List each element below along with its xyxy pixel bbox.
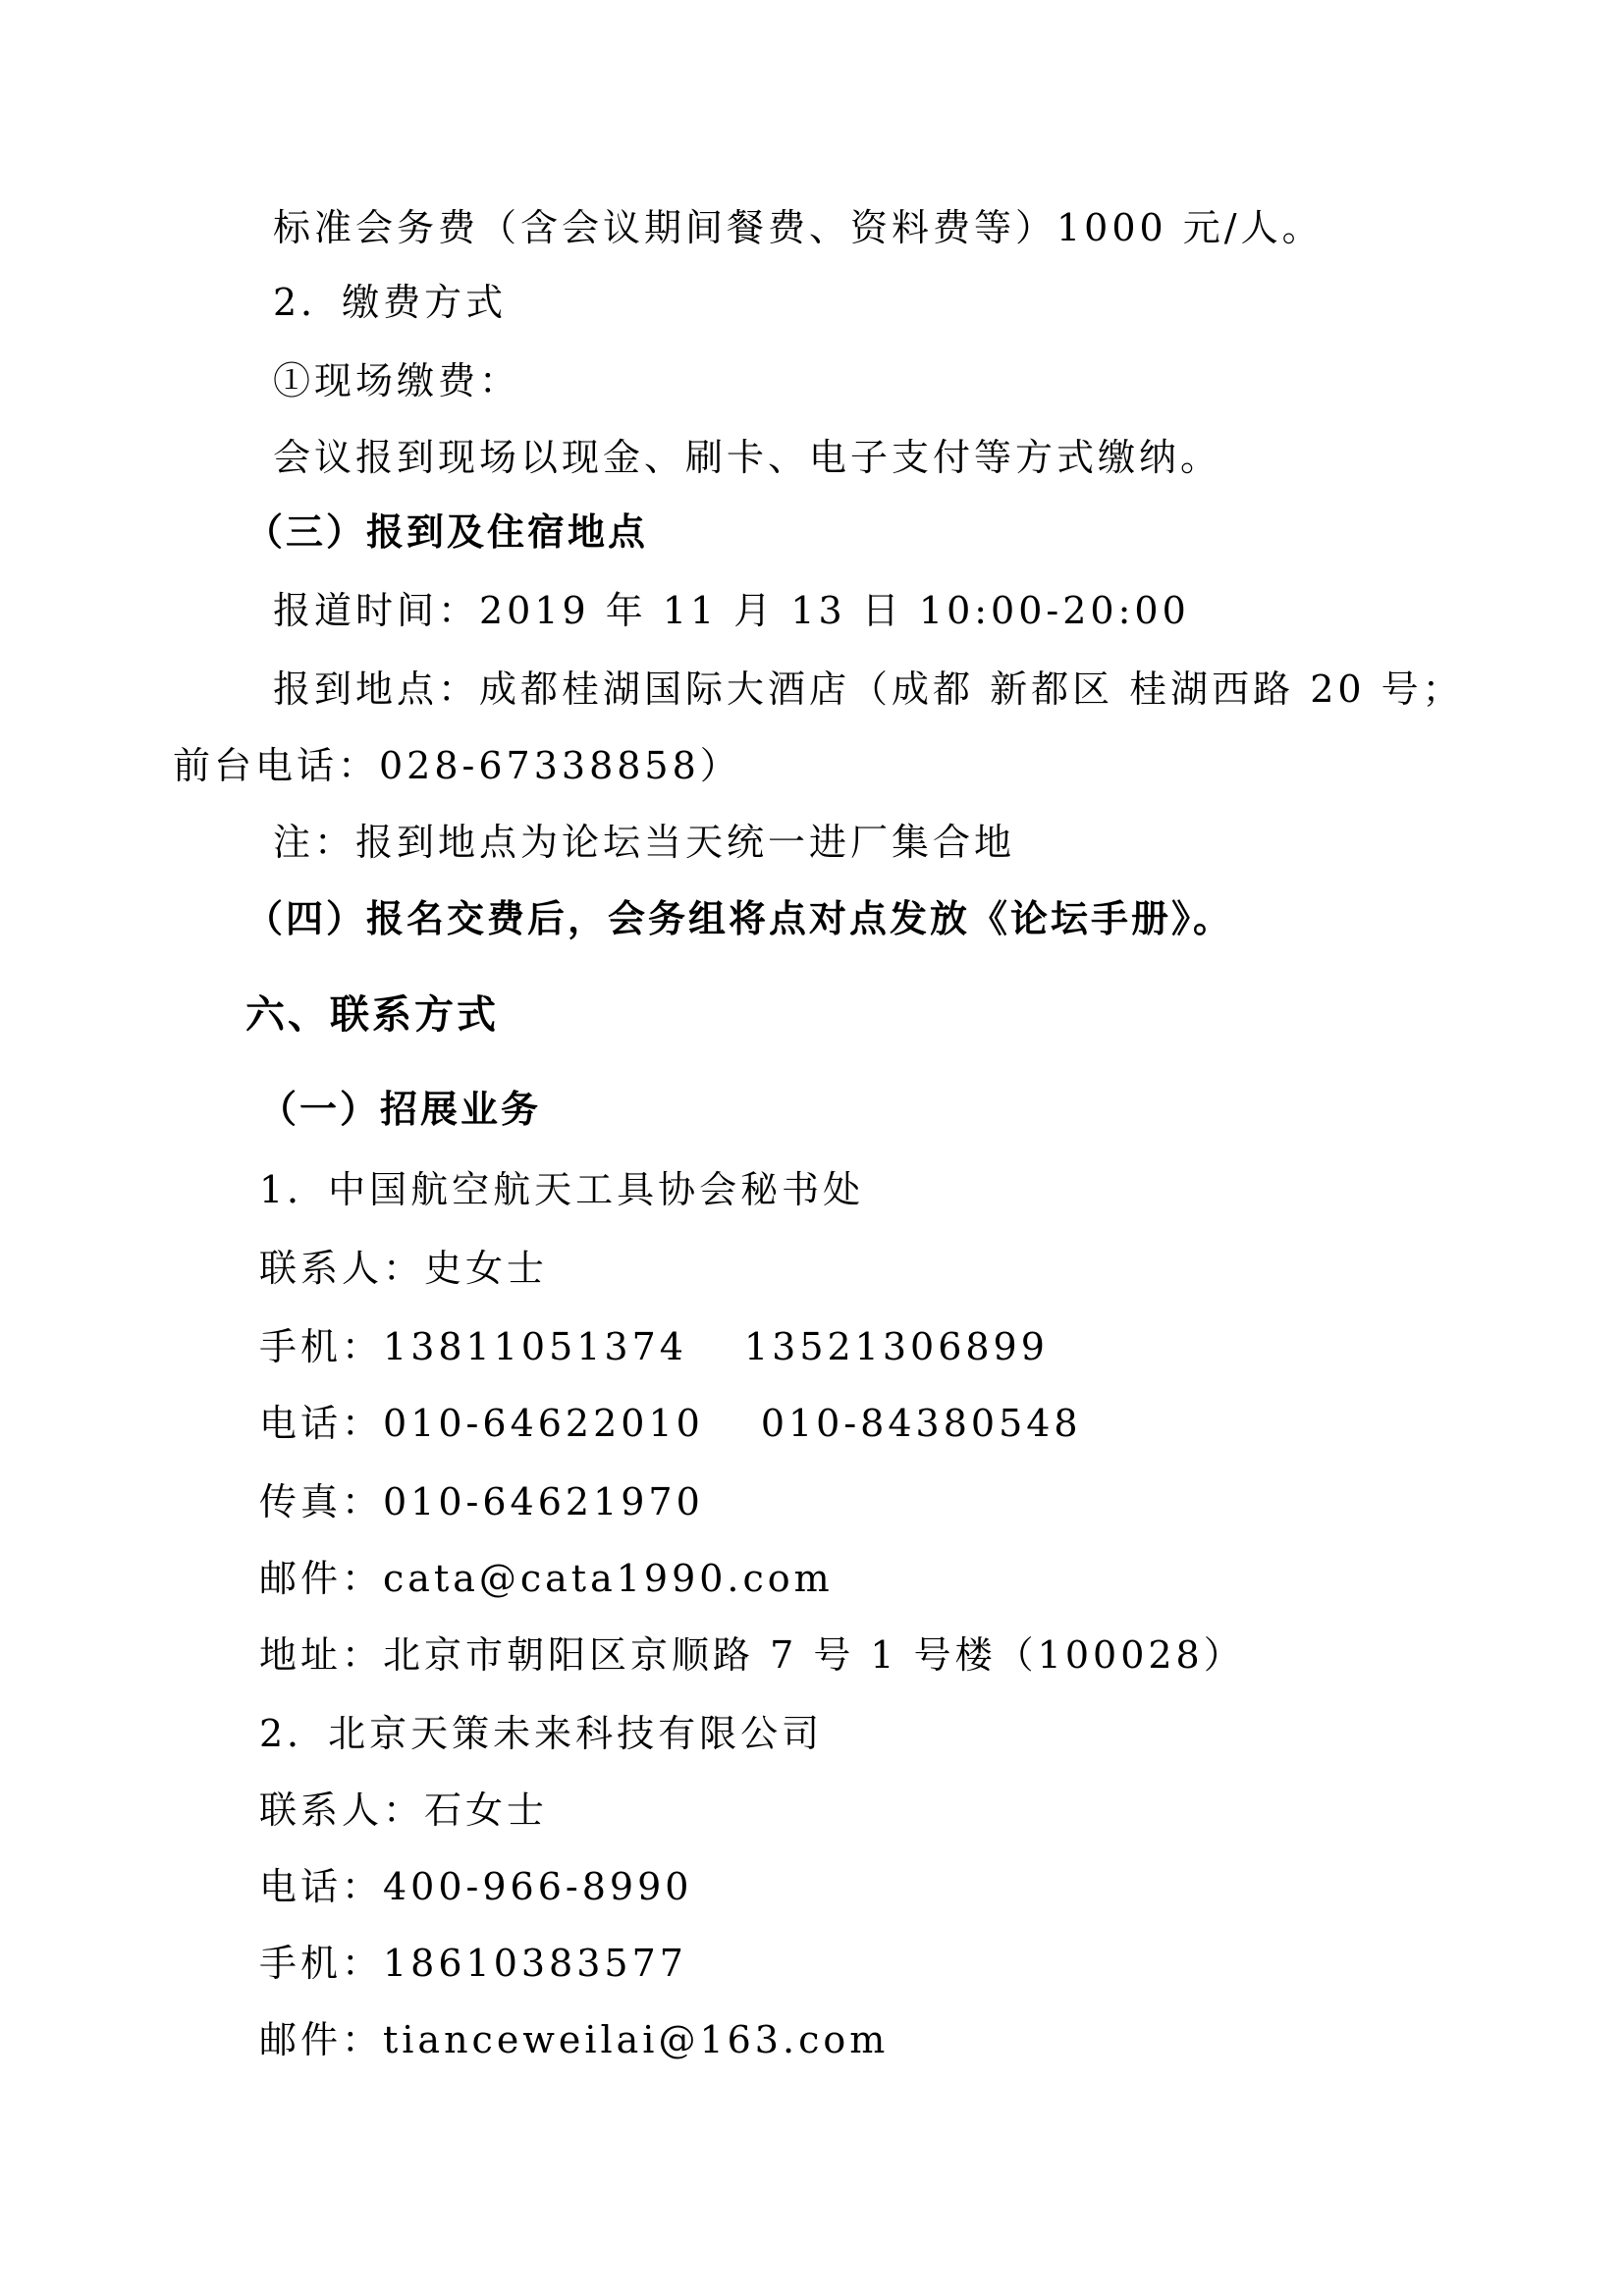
- org2-mobile: 手机：18610383577: [259, 1942, 687, 1985]
- org1-contact-person: 联系人：史女士: [259, 1247, 549, 1290]
- org2-phone: 电话：400-966-8990: [259, 1865, 693, 1908]
- org1-phone1: 010-64622010: [383, 1402, 704, 1445]
- org1-phone2: 010-84380548: [760, 1402, 1082, 1445]
- handbook-heading: （四）报名交费后，会务组将点对点发放《论坛手册》。: [245, 897, 1234, 940]
- org1-mobile1: 13811051374: [383, 1325, 687, 1368]
- org1-mobile2: 13521306899: [743, 1325, 1049, 1368]
- standard-fee-text: 标准会务费（含会议期间餐费、资料费等）1000 元/人。: [273, 206, 1324, 249]
- registration-heading: （三）报到及住宿地点: [245, 510, 649, 554]
- contact-heading: 六、联系方式: [245, 992, 499, 1038]
- org1-mobile-label: 手机：: [259, 1325, 384, 1368]
- registration-location-line2: 前台电话：028-67338858）: [173, 744, 741, 787]
- org1-mobile: [259, 1321, 1049, 1372]
- onsite-payment-desc: 会议报到现场以现金、刷卡、电子支付等方式缴纳。: [273, 436, 1222, 479]
- org1-phone: [259, 1398, 1082, 1449]
- org1-name: 1．中国航空航天工具协会秘书处: [259, 1168, 865, 1211]
- org2-email: 邮件：tianceweilai@163.com: [259, 2018, 890, 2061]
- org1-email: 邮件：cata@cata1990.com: [259, 1557, 834, 1600]
- org2-name: 2．北京天策未来科技有限公司: [259, 1712, 824, 1755]
- exhibition-heading: （一）招展业务: [259, 1088, 542, 1131]
- registration-location-line1: 报到地点：成都桂湖国际大酒店（成都 新都区 桂湖西路 20 号；: [273, 667, 1464, 711]
- org1-address: 地址：北京市朝阳区京顺路 7 号 1 号楼（100028）: [259, 1633, 1245, 1677]
- org2-contact-person: 联系人：石女士: [259, 1789, 549, 1832]
- onsite-payment-label: ①现场缴费：: [273, 359, 521, 402]
- registration-time: 报道时间：2019 年 11 月 13 日 10:00-20:00: [273, 589, 1190, 632]
- payment-method-heading: 2．缴费方式: [273, 281, 508, 324]
- org1-phone-label: 电话：: [259, 1402, 384, 1445]
- org1-fax: 传真：010-64621970: [259, 1480, 704, 1523]
- registration-note: 注：报到地点为论坛当天统一进厂集合地: [273, 821, 1016, 864]
